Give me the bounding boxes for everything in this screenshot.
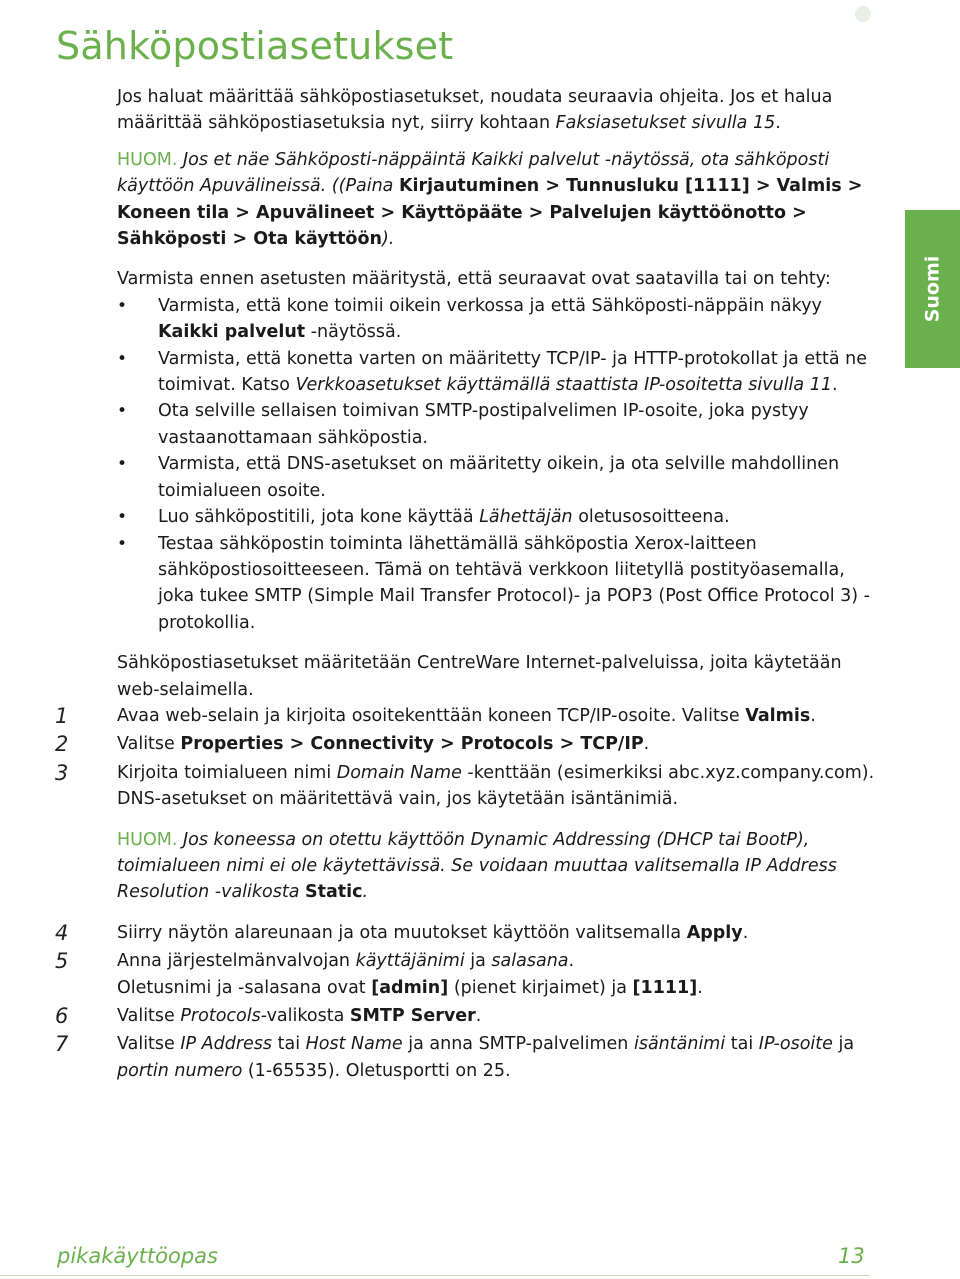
step-number: 5 [55,949,69,974]
step-4: 4 Siirry näytön alareunaan ja ota muutokset käyttöön valitsemalla Apply. [55,920,749,945]
footer-guide-title: pikakäyttöopas [57,1244,218,1268]
list-item: • Varmista, että DNS-asetukset on määritetty oikein, ja ota selville mahdollinen toimialueen osoite. [117,451,877,504]
step-number: 4 [55,920,69,945]
corner-dot-decoration [855,6,871,22]
step-number: 7 [55,1032,69,1057]
list-item: • Varmista, että kone toimii oikein verkossa ja että Sähköposti-näppäin näkyy Kaikki palvelut -näytössä. [117,293,877,346]
step-number: 6 [55,1004,69,1028]
intro-paragraph: Jos haluat määrittää sähköpostiasetukset, noudata seuraavia ohjeita. Jos et halua määrittää sähköpostiasetuksia nyt, siirry kohtaan Faksiasetukset sivulla 15. [117,87,833,134]
step-7: 7 Valitse IP Address tai Host Name ja anna SMTP-palvelimen isäntänimi tai IP-osoite ja portin numero (1-65535). Oletusportti on 25. [55,1032,855,1081]
list-item: • Testaa sähköpostin toiminta lähettämällä sähköpostia Xerox-laitteen sähköpostiosoitteeseen. Tämä on tehtävä verkkoon liitetyllä postityöasemalla, joka tukee SMTP (Simple Mail Transfer Protocol)- ja POP3 (Post Office Protocol 3) -protokollia. [117,531,877,637]
footer-divider [0,1275,870,1276]
step-3: 3 Kirjoita toimialueen nimi Domain Name -kenttään (esimerkiksi abc.xyz.company.com). DNS-asetukset on määritettävä vain, jos käytetään isäntänimiä. [55,760,875,810]
list-item: • Ota selville sellaisen toimivan SMTP-postipalvelimen IP-osoite, joka pystyy vastaanottamaan sähköpostia. [117,398,877,451]
note-paragraph: HUOM. Jos et näe Sähköposti-näppäintä Kaikki palvelut -näytössä, ota sähköposti käyttöön Apuvälineissä. ((Paina Kirjautuminen > Tunnusluku [1111] > Valmis > Koneen tila > Apuvälineet > Käyttöpääte > Palvelujen käyttöönotto > Sähköposti > Ota käyttöön). [117,149,863,250]
main-content [55,84,877,1084]
centreware-paragraph: Sähköpostiasetukset määritetään CentreWare Internet-palveluissa, joita käytetään web-selaimella. [117,653,842,700]
prerequisites-intro: Varmista ennen asetusten määritystä, että seuraavat ovat saatavilla tai on tehty: [117,269,831,290]
step-number: 1 [55,703,69,728]
prerequisites-list [117,293,877,636]
step-5: 5 Anna järjestelmänvalvojan käyttäjänimi ja salasana. Oletusnimi ja -salasana ovat [admin] (pienet kirjaimet) ja [1111]. [55,949,703,998]
language-side-tab [905,210,960,368]
note-paragraph: HUOM. Jos koneessa on otettu käyttöön Dynamic Addressing (DHCP tai BootP), toimialueen nimi ei ole käytettävissä. Se voidaan muuttaa valitsemalla IP Address Resolution -valikosta Static. [117,829,837,903]
page-number: 13 [838,1244,865,1268]
step-number: 3 [55,760,69,785]
list-item: • Luo sähköpostitili, jota kone käyttää Lähettäjän oletusosoitteena. [117,504,877,530]
page-title: Sähköpostiasetukset [56,24,454,68]
step-2: 2 Valitse Properties > Connectivity > Protocols > TCP/IP. [55,732,650,757]
step-6: 6 Valitse Protocols-valikosta SMTP Server. [55,1004,482,1028]
step-number: 2 [55,732,69,757]
cross-reference: Verkkoasetukset käyttämällä staattista IP-osoitetta sivulla 11 [295,375,832,396]
note-label: HUOM. [117,149,178,170]
note-label: HUOM. [117,829,178,850]
cross-reference: Faksiasetukset sivulla 15 [555,113,776,134]
list-item: • Varmista, että konetta varten on määritetty TCP/IP- ja HTTP-protokollat ja että ne toimivat. Katso Verkkoasetukset käyttämällä staattista IP-osoitetta sivulla 11. [117,346,877,399]
menu-path: Kirjautuminen > Tunnusluku [1111] > Valmis > Koneen tila > Apuvälineet > Käyttöpääte > Palvelujen käyttöönotto > Sähköposti > Ota käyttöön [117,176,863,250]
step-1: 1 Avaa web-selain ja kirjoita osoitekenttään koneen TCP/IP-osoite. Valitse Valmis. [55,703,816,728]
language-tab-label: Suomi [921,255,944,323]
